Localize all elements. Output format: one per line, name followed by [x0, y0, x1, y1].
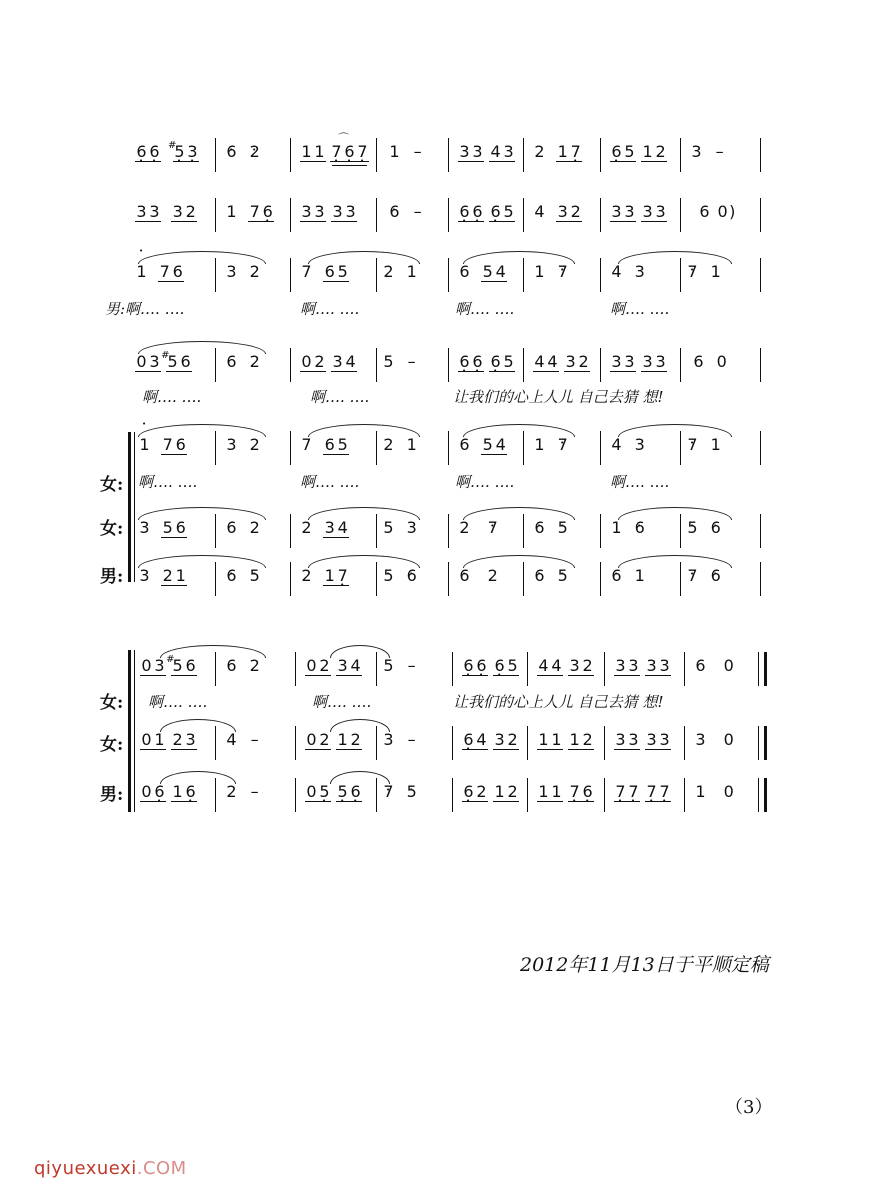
- barline: [448, 514, 449, 548]
- score-row-5: [130, 425, 770, 465]
- barline: [600, 348, 601, 382]
- fermata-icon: ⌒: [338, 132, 349, 145]
- barline: [600, 258, 601, 292]
- note-group: 4 3: [611, 435, 645, 454]
- note-group: 6 • 1: [610, 556, 646, 596]
- barline: [760, 514, 761, 548]
- lyric-ah: 啊…. ….: [148, 693, 208, 711]
- barline: [452, 726, 453, 760]
- barline: [448, 198, 449, 232]
- site-watermark: [34, 1158, 187, 1179]
- note-group: 1 • 7 6: [138, 425, 187, 465]
- note-group: 6 • –: [388, 192, 424, 232]
- barline: [527, 778, 528, 812]
- note-group: 3 5 6: [139, 518, 186, 537]
- note-group: 6 2: [226, 656, 260, 675]
- lyric-ah: 啊…. ….: [138, 473, 198, 491]
- barline: [523, 198, 524, 232]
- part-label-female: 女:: [100, 693, 124, 713]
- barline: [680, 258, 681, 292]
- lyric-ah: 啊…. ….: [310, 388, 370, 406]
- note-group: 2 1 7 •: [300, 556, 349, 596]
- note-group: 5 • 6 •: [382, 556, 418, 596]
- barline: [448, 348, 449, 382]
- score-row-2: [130, 192, 770, 232]
- note-group: 3 2: [226, 435, 260, 454]
- barline: [376, 258, 377, 292]
- barline: [215, 514, 216, 548]
- barline: [604, 778, 605, 812]
- barline: [600, 198, 601, 232]
- note-group: 0 6 • 1 6 •: [140, 772, 197, 812]
- barline: [376, 562, 377, 596]
- note-group: 4 3 2: [534, 202, 581, 221]
- note-group: 3 –: [383, 730, 416, 749]
- note-group: 6 • 5 •: [533, 508, 569, 548]
- barline: [376, 778, 377, 812]
- barline: [760, 198, 761, 232]
- barline: [760, 348, 761, 382]
- barline: [448, 258, 449, 292]
- note-group: 7 • 1: [686, 425, 722, 465]
- barline: [680, 138, 681, 172]
- note-group: 2 1 7 •: [533, 132, 582, 172]
- barline: [600, 431, 601, 465]
- watermark-part1: qiyuexuexi: [34, 1158, 137, 1179]
- note-group: 5 • 6 •: [686, 508, 722, 548]
- score-row-1: [130, 132, 770, 172]
- note-group: 3 0: [695, 730, 734, 749]
- note-group: 1 6 •: [610, 508, 646, 548]
- barline: [684, 652, 685, 686]
- lyric-ah: 啊…. ….: [455, 473, 515, 491]
- barline: [600, 514, 601, 548]
- part-label-male: 男:: [100, 567, 124, 587]
- note-group: 6 0: [695, 656, 734, 675]
- note-group: 2 3 4: [301, 518, 348, 537]
- lyric-line: 让我们的心上人儿 自己去猜 想!: [453, 693, 664, 711]
- barline: [760, 431, 761, 465]
- barline: [290, 258, 291, 292]
- barline: [452, 652, 453, 686]
- note-group: 6 5 4: [459, 435, 506, 454]
- score-row-10: [130, 772, 770, 812]
- barline: [760, 258, 761, 292]
- note-group: 6 • 5 •: [533, 556, 569, 596]
- barline: [376, 198, 377, 232]
- barline: [215, 726, 216, 760]
- note-group: 3 3 3 3: [611, 202, 666, 221]
- barline: [215, 348, 216, 382]
- note-group: 7 • 1: [686, 252, 722, 292]
- note-group: 1 7 •: [533, 252, 569, 292]
- barline: [760, 562, 761, 596]
- barline: [215, 562, 216, 596]
- note-group: 6 • 5 1 2: [610, 132, 667, 172]
- note-group: 1 1 1 2: [538, 730, 593, 749]
- note-group: 7 • 5 •: [382, 772, 418, 812]
- part-label-female: 女:: [100, 519, 124, 539]
- lyric-ah: 啊…. ….: [300, 300, 360, 318]
- barline: [600, 138, 601, 172]
- lyric-ah: 啊…. ….: [610, 300, 670, 318]
- score-row-4: [130, 342, 770, 382]
- note-group: 3 3 4 3: [459, 142, 514, 161]
- lyric-ah: 啊…. ….: [300, 473, 360, 491]
- barline: [680, 431, 681, 465]
- part-label-male: 男:: [100, 785, 124, 805]
- barline: [680, 514, 681, 548]
- note-group: 4 4 3 2: [538, 656, 593, 675]
- note-group: 0 3 # 5 6: [140, 646, 197, 686]
- note-group: 5 –: [383, 352, 416, 371]
- barline: [376, 514, 377, 548]
- barline: [215, 258, 216, 292]
- note-group: 5 3: [383, 518, 417, 537]
- note-group: 6 • 6 • 6 • 5: [462, 646, 519, 686]
- note-group: 6 0): [699, 202, 736, 221]
- note-group: 6 • 2: [458, 556, 499, 596]
- score-row-8: [130, 646, 770, 686]
- note-group: 6 • 4 3 2: [462, 720, 519, 760]
- note-group: 7 6 5: [301, 435, 348, 454]
- lyric-ah: 啊…. ….: [455, 300, 515, 318]
- completion-date: 2012年11月13日于平顺定稿: [520, 954, 769, 976]
- barline: [600, 562, 601, 596]
- note-group: 7 • 7 • 7 • 7 •: [614, 772, 671, 812]
- barline: [680, 198, 681, 232]
- note-group: 3 3 3 3: [615, 656, 670, 675]
- page-number: （3）: [725, 1097, 773, 1118]
- note-group: 6 5 4: [459, 262, 506, 281]
- barline: [376, 348, 377, 382]
- barline: [452, 778, 453, 812]
- note-group: 6 2: [226, 518, 260, 537]
- note-group: 7 6 5: [301, 262, 348, 281]
- note-group: 1 • 7 6: [135, 252, 184, 292]
- barline: [523, 562, 524, 596]
- barline: [290, 348, 291, 382]
- lyric-male-ah: 男:啊…. ….: [105, 300, 185, 318]
- barline: [215, 431, 216, 465]
- barline: [448, 562, 449, 596]
- barline: [376, 431, 377, 465]
- barline: [523, 348, 524, 382]
- barline: [684, 726, 685, 760]
- note-group: 6 0: [693, 352, 727, 371]
- barline: [290, 514, 291, 548]
- part-label-female: 女:: [100, 735, 124, 755]
- score-row-3: [130, 252, 770, 292]
- barline: [760, 138, 761, 172]
- note-group: 6 • 5 •: [225, 556, 261, 596]
- note-group: 7 • 6 •: [686, 556, 722, 596]
- barline: [295, 652, 296, 686]
- note-group: 4 4 3 2: [534, 352, 589, 371]
- note-group: 6 • 6 • 6 • 5: [458, 192, 515, 232]
- note-group: 7 • 6 • 7 •: [330, 132, 369, 172]
- note-group: # 5 • 3 •: [173, 132, 199, 172]
- final-barline: [758, 726, 767, 760]
- note-group: 1 1 7 • 6 •: [537, 772, 594, 812]
- barline: [215, 778, 216, 812]
- note-group: 3 –: [691, 142, 724, 161]
- barline: [680, 348, 681, 382]
- barline: [215, 198, 216, 232]
- note-group: 1 0: [695, 782, 734, 801]
- part-label-female: 女:: [100, 475, 124, 495]
- note-group: 3 2 1: [139, 566, 186, 585]
- lyric-ah: 啊…. ….: [610, 473, 670, 491]
- note-group: 0 3 # 5 6: [135, 342, 192, 382]
- note-group: 2 1: [383, 435, 417, 454]
- note-group: 3 3 3 3: [611, 352, 666, 371]
- barline: [684, 778, 685, 812]
- final-barline: [758, 652, 767, 686]
- note-group: 2 –: [226, 782, 259, 801]
- barline: [215, 138, 216, 172]
- barline: [376, 652, 377, 686]
- note-group: 1 7 •: [533, 425, 569, 465]
- note-group: 2 1: [383, 262, 417, 281]
- note-group: 0 5 • 5 • 6 •: [305, 772, 362, 812]
- note-group: 1 7 6 •: [225, 192, 274, 232]
- note-group: 3 3 3 3: [615, 730, 670, 749]
- barline: [448, 431, 449, 465]
- note-group: 3 2: [226, 262, 260, 281]
- note-group: 0 2 1 2: [306, 730, 361, 749]
- note-group: 4 –: [226, 730, 259, 749]
- barline: [290, 431, 291, 465]
- note-group: 0 2 3 4: [306, 656, 361, 675]
- barline: [448, 138, 449, 172]
- note-group: 5 –: [383, 656, 416, 675]
- barline: [295, 726, 296, 760]
- lyric-ah: 啊…. ….: [312, 693, 372, 711]
- note-group: 3 3 3 3: [301, 202, 356, 221]
- barline: [290, 198, 291, 232]
- barline: [295, 778, 296, 812]
- note-group: 6 • 6 •: [135, 132, 161, 172]
- barline: [376, 138, 377, 172]
- note-group: 6 • 2 •: [225, 132, 261, 172]
- final-barline: [758, 778, 767, 812]
- note-group: 4 3: [611, 262, 645, 281]
- score-row-6: [130, 508, 770, 548]
- note-group: 6 • 2 1 2: [462, 772, 519, 812]
- barline: [527, 652, 528, 686]
- barline: [523, 514, 524, 548]
- note-group: 0 2 3 4: [301, 352, 356, 371]
- barline: [680, 562, 681, 596]
- barline: [376, 726, 377, 760]
- watermark-part2: .COM: [136, 1158, 187, 1179]
- barline: [604, 726, 605, 760]
- barline: [290, 138, 291, 172]
- barline: [290, 562, 291, 596]
- barline: [523, 258, 524, 292]
- note-group: 0 1 2 3: [141, 730, 196, 749]
- note-group: 3 3 3 2: [136, 202, 196, 221]
- barline: [523, 431, 524, 465]
- note-group: 1 –: [389, 142, 422, 161]
- barline: [527, 726, 528, 760]
- note-group: 2 7 •: [458, 508, 499, 548]
- note-group: 6 • 6 • 6 • 5: [458, 342, 515, 382]
- barline: [523, 138, 524, 172]
- note-group: 6 2: [226, 352, 260, 371]
- barline: [604, 652, 605, 686]
- barline: [215, 652, 216, 686]
- note-group: 1 1: [301, 142, 325, 161]
- lyric-ah: 啊…. ….: [142, 388, 202, 406]
- score-row-7: [130, 556, 770, 596]
- lyric-line: 让我们的心上人儿 自己去猜 想!: [453, 388, 664, 406]
- score-row-9: [130, 720, 770, 760]
